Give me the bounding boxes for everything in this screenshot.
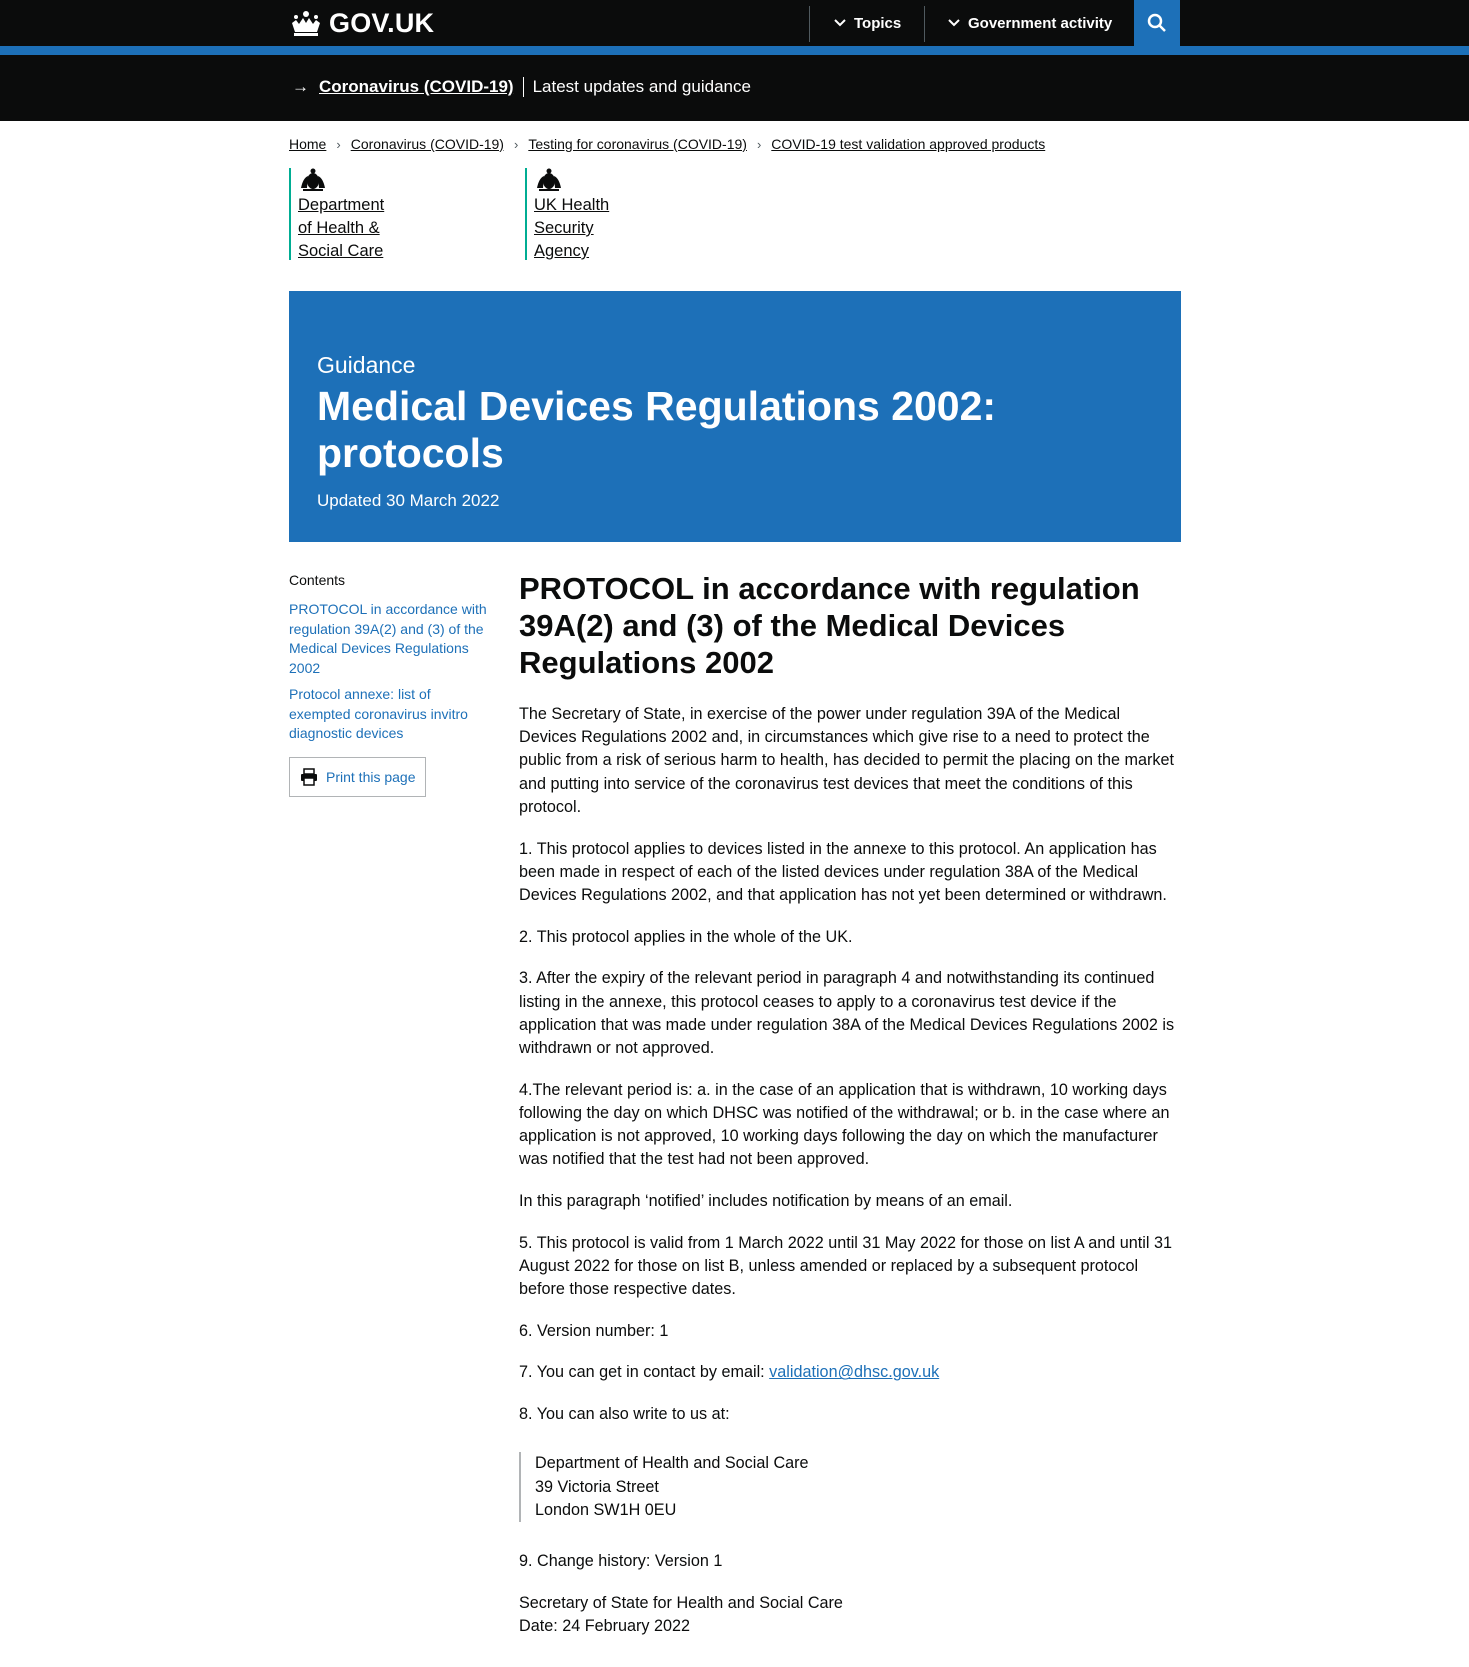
- paragraph-6: 6. Version number: 1: [519, 1321, 669, 1340]
- govuk-logo-link[interactable]: [289, 8, 434, 38]
- nav-government-activity[interactable]: [948, 0, 1112, 46]
- title-banner: [289, 291, 1181, 542]
- chevron-right-icon: ›: [513, 136, 519, 152]
- paragraph-1: 1. This protocol applies to devices listed in the annexe to this protocol. An application has been made in respect of each of the listed devices under regulation 38A of the Medical Devices Regulations 2002, and that application has not yet been determined or withdrawn.: [519, 839, 1167, 904]
- signoff-line: Secretary of State for Health and Social Care: [519, 1593, 843, 1612]
- crown-icon: [289, 9, 323, 37]
- postal-address: [519, 1452, 1181, 1522]
- chevron-down-icon: [834, 18, 846, 28]
- org-name-line: Department: [298, 196, 385, 214]
- paragraph-8: 8. You can also write to us at:: [519, 1405, 730, 1424]
- search-button[interactable]: [1134, 0, 1180, 46]
- covid-link[interactable]: Coronavirus (COVID-19): [319, 77, 514, 96]
- nav-topics-label: Topics: [854, 14, 902, 32]
- paragraph-9: 9. Change history: Version 1: [519, 1551, 723, 1570]
- paragraph-5: 5. This protocol is valid from 1 March 2022 until 31 May 2022 for those on list A and until 31 August 2022 for those on list B, unless amended or replaced by a subsequent protocol before those respective dates.: [519, 1233, 1172, 1299]
- main-content: [519, 570, 1181, 1657]
- section-heading: PROTOCOL in accordance with regulation 39A(2) and (3) of the Medical Devices Regulations 2002: [519, 571, 1140, 680]
- org-name-line: Social Care: [298, 242, 384, 260]
- paragraph-intro: The Secretary of State, in exercise of the power under regulation 39A of the Medical Devices Regulations 2002 and, in circumstances which give rise to a need to protect the public from a risk of serious harm to health, has decided to permit the placing on the market and putting into service of the coronavirus test devices that meet the conditions of this protocol.: [519, 705, 1175, 816]
- org-name-line: Security: [534, 219, 594, 237]
- header-blue-stripe: [0, 46, 1469, 55]
- contents-sidebar: [289, 572, 489, 797]
- address-line: London SW1H 0EU: [535, 1500, 677, 1519]
- arrow-right-icon: →: [292, 77, 309, 96]
- nav-government-activity-label: Government activity: [968, 14, 1113, 32]
- updated-date: Updated 30 March 2022: [317, 491, 500, 510]
- contents-heading: Contents: [289, 572, 346, 588]
- org-name-line: Agency: [534, 242, 590, 260]
- breadcrumb-coronavirus[interactable]: Coronavirus (COVID-19): [350, 136, 504, 152]
- print-page-label: Print this page: [326, 768, 416, 785]
- royal-crest-icon: [298, 168, 328, 192]
- chevron-right-icon: ›: [336, 136, 341, 152]
- page-caption: Guidance: [317, 352, 416, 378]
- org-logo-dhsc[interactable]: [289, 168, 398, 260]
- banner-divider: [523, 77, 524, 97]
- printer-icon: [300, 768, 318, 786]
- nav-divider: [809, 6, 810, 42]
- chevron-right-icon: ›: [756, 136, 762, 152]
- chevron-down-icon: [948, 18, 960, 28]
- covid-banner-text: Latest updates and guidance: [532, 77, 751, 96]
- contents-link-annexe[interactable]: Protocol annexe: list of exempted coronavirus invitro diagnostic devices: [289, 686, 468, 741]
- breadcrumb: [289, 136, 1045, 152]
- paragraph-notified: In this paragraph ‘notified’ includes notification by means of an email.: [519, 1191, 1013, 1210]
- covid-banner: [0, 55, 1469, 121]
- print-page-button[interactable]: [289, 757, 426, 797]
- paragraph-7: [519, 1361, 1181, 1384]
- signoff-date: Date: 24 February 2022: [519, 1616, 690, 1635]
- paragraph-2: 2. This protocol applies in the whole of the UK.: [519, 927, 853, 946]
- address-line: Department of Health and Social Care: [535, 1454, 809, 1473]
- nav-divider: [924, 6, 925, 42]
- org-name-line: UK Health: [534, 196, 610, 214]
- royal-crest-icon: [534, 168, 564, 192]
- breadcrumb-home[interactable]: Home: [289, 136, 327, 152]
- paragraph-4: 4.The relevant period is: a. in the case of an application that is withdrawn, 10 working days following the day on which DHSC was notified of the withdrawal; or b. in the case where an application is not approved, 10 working days following the day on which the manufacturer was notified that the test had not been approved.: [519, 1080, 1170, 1169]
- breadcrumb-testing[interactable]: Testing for coronavirus (COVID-19): [528, 136, 747, 152]
- contact-prefix: 7. You can get in contact by email:: [519, 1363, 770, 1382]
- search-icon: [1147, 13, 1167, 33]
- paragraph-3: 3. After the expiry of the relevant period in paragraph 4 and notwithstanding its continued listing in the annexe, this protocol ceases to apply to a coronavirus test device if the application that was made under regulation 38A of the Medical Devices Regulations 2002 is withdrawn or not approved.: [519, 969, 1175, 1057]
- logo-text: GOV.UK: [329, 7, 435, 38]
- nav-topics[interactable]: [834, 0, 901, 46]
- site-header: [0, 0, 1469, 46]
- breadcrumb-test-validation[interactable]: COVID-19 test validation approved products: [771, 136, 1046, 152]
- page-title: Medical Devices Regulations 2002: protocols: [317, 383, 997, 476]
- org-logo-ukhsa[interactable]: [525, 168, 634, 260]
- signoff: [519, 1592, 1181, 1638]
- contents-link-protocol[interactable]: PROTOCOL in accordance with regulation 39A(2) and (3) of the Medical Devices Regulations 2002: [289, 601, 487, 676]
- org-name-line: of Health &: [298, 219, 380, 237]
- address-line: 39 Victoria Street: [535, 1477, 659, 1496]
- contact-email-link[interactable]: validation@dhsc.gov.uk: [769, 1363, 940, 1382]
